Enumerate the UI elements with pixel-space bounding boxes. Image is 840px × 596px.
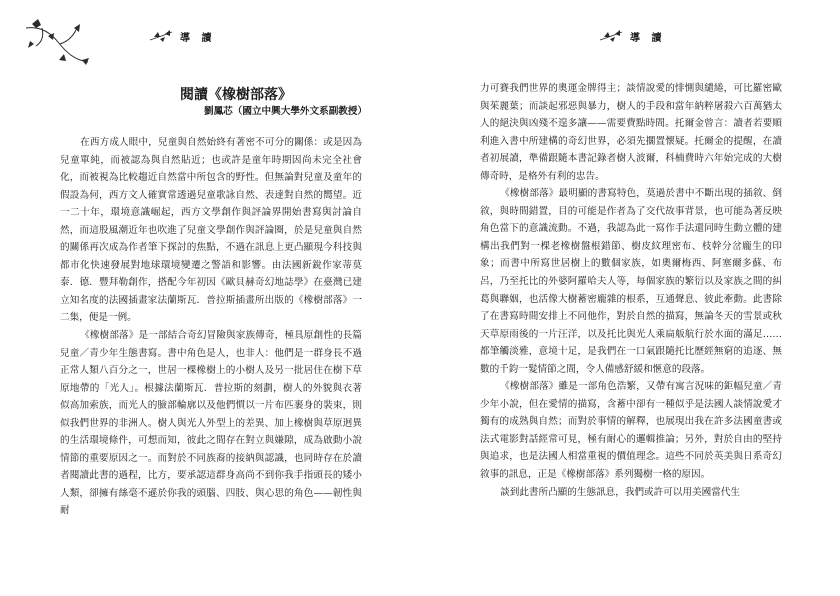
paragraph: 談到此書所凸顯的生態訊息，我們或許可以用美國當代生: [500, 486, 740, 498]
running-head-text: 導 讀: [630, 32, 666, 44]
article-title: 閱讀《橡樹部落》: [180, 87, 292, 103]
running-head-left: [148, 28, 215, 44]
floral-sprig-icon: [598, 28, 624, 44]
floral-sprig-icon: [148, 28, 174, 44]
paragraph: 《橡樹部落》最明顯的書寫特色，莫過於書中不斷出現的插敘、倒敘，與時間錯置，目的可能是作者為了交代故事背景，也可能為著反映角色當下的意識流動。不過，我認為此一寫作手法還同時生動立體的建構出我們對一棵老橡樹盤根錯節、樹皮紋理密布、枝幹分岔龐生的印象；而書中所寫世居樹上的數個家族，如奧爾梅西、阿塞爾多蘇、布呂，乃至托比的外婆阿羅哈夫人等，每個家族的繁衍以及家族之間的糾葛與聯姻，也活像大樹蓄密龐雜的根系，互通聲息、彼此牽動。此書除了在書寫時間安排上不同他作，對於自然的描寫，無論冬天的雪景或秋天草原雨後的一片汪洋，以及托比與光人乘扁舨航行於水面的滿足……都筆觸淡雅，意境十足，是我們在一口氣跟隨托比歷經無窮的追逐、無數的千鈞一髮情節之間，令人備感舒緩和愜意的段落。: [480, 188, 782, 375]
running-head-right: [598, 28, 665, 44]
running-head-text: 導 讀: [180, 32, 216, 44]
floral-vine-icon: [22, 14, 92, 70]
paragraph: 在西方成人眼中，兒童與自然始終有著密不可分的關係：或是因為兒童單純，而被認為與自然貼近；也或許是童年時期因尚未完全社會化，而被視為比較趨近自然當中所包含的野性。但無論對兒童及童年的假設為何，西方文人確實常透過兒童歌詠自然、表達對自然的嚮望。近一二十年，環境意識崛起，西方文學創作與評論界開始書寫與討論自然，而這股風潮近年也吹進了兒童文學創作與評論圈，於是兒童與自然的關係再次成為作者筆下探討的焦點，不過在訊息上更凸顯現今科技與都市化快速發展對地球環境變遷之警語和影響。由法國新銳作家蒂莫泰．德．豐拜勒創作，搭配今年初因《歐貝赫奇幻地誌學》在臺灣已建立知名度的法國插畫家法蘭斯瓦．普拉斯插畫所出版的《橡樹部落》一二集，便是一例。: [60, 137, 362, 324]
left-body-text: [60, 134, 362, 520]
paragraph: 《橡樹部落》是一部結合奇幻冒險與家族傳奇，極具原創性的長篇兒童／青少年生態書寫。書中角色是人，也非人：他們是一群身長不過正常人類八百分之一，世居一棵橡樹上的小樹人及另一批居住在樹下草原地帶的「光人」。根據法蘭斯瓦．普拉斯的刻劃，樹人的外貌與衣著似高加索族，而光人的臉部輪廓以及他們慣以一片布匹裹身的裝束，則似我們世界的非洲人。樹人與光人外型上的差異、加上橡樹與草原迥異的生活環境條件，可想而知，彼此之間存在對立與嫌隙，成為啟動小說情節的重要原因之一。而對於不同族裔的接納與認識，也同時存在於讀者閱讀此書的過程，比方，要承認這群身高尚不到你我手指頭長的矮小人類，卻擁有絲毫不遜於你我的頭腦、四肢、與心思的角色——韌性與耐: [60, 330, 362, 517]
article-author: 劉鳳芯（國立中興大學外文系副教授）: [204, 106, 368, 117]
paragraph: 《橡樹部落》雖是一部角色浩繁，又帶有寓言況味的鉅幅兒童／青少年小說，但在愛情的描寫，含蓄中卻有一種似乎是法國人談情說愛才獨有的成熟與自然；而對於事情的解釋，也展現出我在許多法國童書或法式電影對話經常可見，極有耐心的邏輯推論；另外，對於自由的堅持與追求，也是法國人相當重視的價值理念。這些不同於英美與日系奇幻敘事的訊息，正是《橡樹部落》系列獨樹一格的原因。: [480, 381, 782, 481]
right-body-text: [480, 80, 782, 501]
paragraph: 力可賽我們世界的奧運金牌得主；談情說愛的悱惻與繾綣，可比羅密歐與茱麗葉；而談起邪惡與暴力，樹人的手段和當年納粹屠殺六百萬猶太人的絕決與凶殘不遑多讓——需要費點時間。托爾金曾言：讀者若要順利進入書中所建構的奇幻世界，必須先擱置懷疑。托爾金的提醒，在讀者初展讀，準備跟隨本書記錄者樹人波爾，科楠費時六年始完成的大樹傳奇時，是格外有利的忠告。: [480, 83, 782, 182]
right-page: [420, 0, 840, 596]
